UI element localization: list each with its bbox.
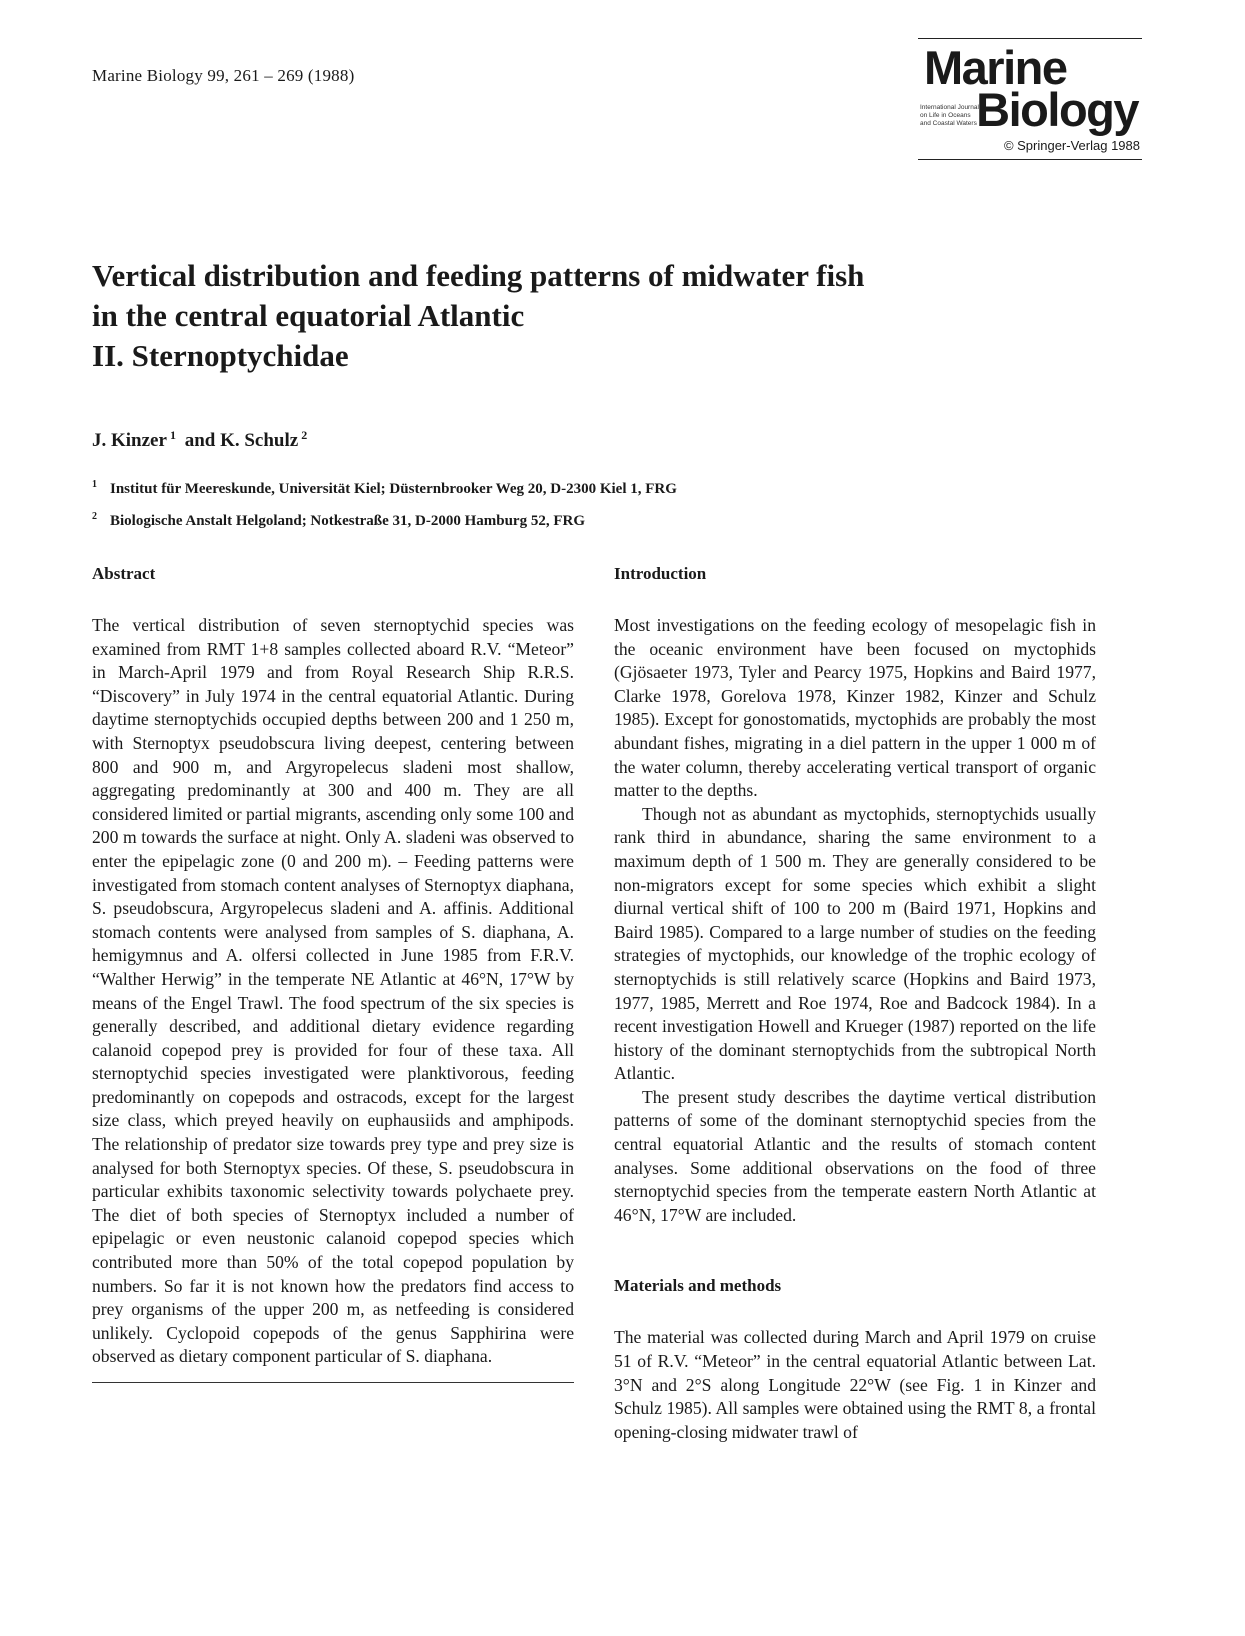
author-connector: and — [184, 430, 216, 451]
methods-heading: Materials and methods — [614, 1276, 782, 1296]
abstract-paragraph: The vertical distribution of seven sternoptychid species was examined from RMT 1+8 samples collected aboard R.V. “Meteor” in March-April 1979 and from Royal Research Ship R.R.S. “Discovery” in July 1974 in the central equatorial Atlantic. During daytime sternoptychids occupied depths between 200 and 1 250 m, with Sternoptyx pseudobscura living deepest, centering between 800 and 900 m, and Argyropelecus sladeni most shallow, aggregating predominantly at 300 and 400 m. They are all considered limited or partial migrants, ascending only some 100 and 200 m towards the surface at night. Only A. sladeni was observed to enter the epipelagic zone (0 and 200 m). – Feeding patterns were investigated from stomach content analyses of Sternoptyx diaphana, S. pseudobscura, Argyropelecus sladeni and A. affinis. Additional stomach contents were analysed from samples of S. diaphana, A. hemigymnus and A. olfersi collected in June 1985 from F.R.V. “Walther Herwig” in the temperate NE Atlantic at 46°N, 17°W by means of the Engel Trawl. The food spectrum of the six species is generally described, and additional dietary evidence regarding calanoid copepod prey is provided for four of these taxa. All sternoptychid species investigated were planktivorous, feeding predominantly on copepods and ostracods, except for the largest size class, which preyed heavily on euphausiids and amphipods. The relationship of predator size towards prey type and prey size is analysed for both Sternoptyx species. Of these, S. pseudobscura in particular exhibits taxonomic selectivity towards polychaete prey. The diet of both species of Sternoptyx included a number of epipelagic or even neustonic calanoid copepod species which contributed more than 50% of the total copepod population by numbers. So far it is not known how the predators find access to prey organisms of the upper 200 m, as netfeeding is considered unlikely. Cyclopoid copepods of the genus Sapphirina were observed as dietary component particular of S. diaphana. — [92, 615, 574, 1367]
abstract-heading: Abstract — [92, 564, 156, 583]
right-column — [614, 560, 1096, 1444]
logo-word-marine: Marine — [924, 41, 1067, 94]
author-affil-marker: 1 — [169, 428, 176, 442]
introduction-paragraph: Though not as abundant as myctophids, sternoptychids usually rank third in abundance, sharing the same environment to a maximum depth of 1 500 m. They are generally considered to be non-migrators except for some species which exhibit a slight diurnal vertical shift of 100 to 200 m (Baird 1971, Hopkins and Baird 1985). Compared to a large number of studies on the feeding strategies of myctophids, our knowledge of the trophic ecology of sternoptychids is still relatively scarce (Hopkins and Baird 1973, 1977, 1985, Merrett and Roe 1974, Roe and Badcock 1984). In a recent investigation Howell and Krueger (1987) reported on the life history of the dominant sternoptychids from the subtropical North Atlantic. — [614, 803, 1096, 1084]
author-name: K. Schulz — [220, 430, 299, 451]
introduction-body — [614, 614, 1096, 1227]
affiliations — [92, 471, 677, 535]
logo-tagline-line: International Journal — [920, 104, 979, 111]
affiliation-line — [92, 503, 677, 535]
abstract-end-rule — [92, 1382, 574, 1383]
journal-citation: Marine Biology 99, 261 – 269 (1988) — [92, 66, 355, 85]
affiliation-number: 2 — [92, 511, 97, 522]
author-affil-marker: 2 — [301, 428, 308, 442]
affiliation-line — [92, 471, 677, 503]
methods-body — [614, 1326, 1096, 1444]
title-line: in the central equatorial Atlantic — [92, 298, 525, 333]
journal-logo — [918, 38, 1142, 160]
author-list — [92, 428, 311, 452]
title-line: II. Sternoptychidae — [92, 338, 349, 373]
introduction-heading: Introduction — [614, 564, 707, 583]
introduction-paragraph: Most investigations on the feeding ecology of mesopelagic fish in the oceanic environment have been focused on myctophids (Gjösaeter 1973, Tyler and Pearcy 1975, Hopkins and Baird 1977, Clarke 1978, Gorelova 1978, Kinzer 1982, Kinzer and Schulz 1985). Except for gonostomatids, myctophids are probably the most abundant fishes, migrating in a diel pattern in the upper 1 000 m of the water column, thereby accelerating vertical transport of organic matter to the depths. — [614, 615, 1096, 801]
affiliation-text: Institut für Meereskunde, Universität Kiel; Düsternbrooker Weg 20, D-2300 Kiel 1, FRG — [110, 481, 677, 497]
copyright-notice: © Springer-Verlag 1988 — [1003, 138, 1140, 153]
logo-top-rule — [918, 38, 1142, 39]
title-line: Vertical distribution and feeding patterns of midwater fish — [92, 258, 865, 293]
article-title — [92, 256, 992, 376]
logo-tagline-line: on Life in Oceans — [920, 112, 971, 119]
logo-word-biology: Biology — [976, 83, 1138, 136]
abstract-body — [92, 614, 574, 1369]
affiliation-text: Biologische Anstalt Helgoland; Notkestraße 31, D-2000 Hamburg 52, FRG — [110, 513, 585, 529]
methods-paragraph: The material was collected during March and April 1979 on cruise 51 of R.V. “Meteor” in the central equatorial Atlantic between Lat. 3°N and 2°S along Longitude 22°W (see Fig. 1 in Kinzer and Schulz 1985). All samples were obtained using the RMT 8, a frontal opening-closing midwater trawl of — [614, 1327, 1096, 1442]
introduction-paragraph: The present study describes the daytime vertical distribution patterns of some of the dominant sternoptychid species from the central equatorial Atlantic and the results of stomach content analyses. Some additional observations on the food of three sternoptychid species from the temperate eastern North Atlantic at 46°N, 17°W are included. — [614, 1086, 1096, 1225]
affiliation-number: 1 — [92, 479, 97, 490]
logo-tagline-line: and Coastal Waters — [920, 120, 977, 127]
author-name: J. Kinzer — [92, 430, 167, 451]
section-spacer — [614, 1227, 1096, 1272]
left-column — [92, 560, 574, 1383]
logo-bottom-rule — [918, 159, 1142, 160]
